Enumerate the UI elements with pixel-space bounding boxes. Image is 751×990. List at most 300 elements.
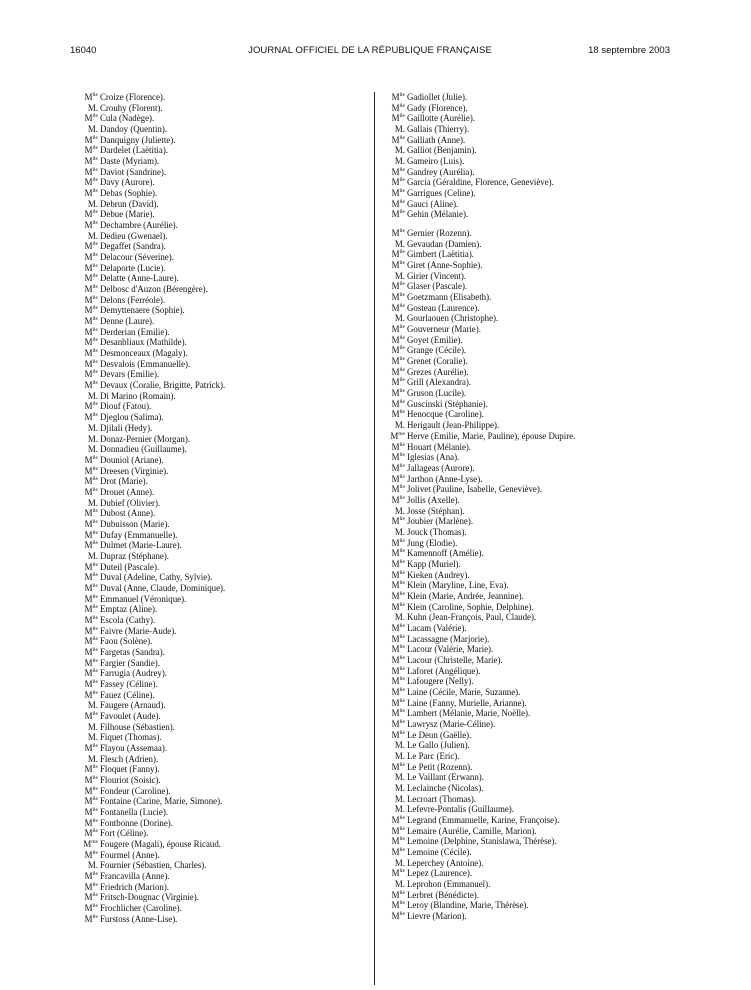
person-name: Djilali (Hedy). (100, 422, 153, 433)
person-name: Jolivet (Pauline, Isabelle, Geneviève). (407, 484, 543, 495)
column-divider (374, 92, 375, 985)
name-entry (383, 367, 683, 378)
name-entry (76, 359, 372, 370)
person-name: Gevaudan (Damien). (407, 238, 482, 249)
name-entry (383, 292, 683, 303)
civility-title: $M^{lle}$ (84, 828, 98, 839)
person-name: Henocque (Caroline). (407, 409, 484, 420)
name-entry (383, 92, 683, 103)
name-entry (383, 335, 683, 346)
civility-title: $M^{lle}$ (391, 473, 405, 484)
civility-title: $M^{lle}$ (391, 601, 405, 612)
civility-title: $M^{lle}$ (391, 825, 405, 836)
name-entry (383, 442, 683, 453)
person-name: Emmanuel (Véronique). (100, 593, 187, 604)
civility-suffix: lle (92, 668, 98, 675)
name-entry (76, 828, 372, 839)
civility-suffix: lle (399, 409, 405, 416)
name-entry (383, 209, 683, 220)
person-name: Le Gallo (Julien). (407, 740, 470, 751)
person-name: Lemoine (Delphine, Stanislawa, Thérèse). (407, 836, 557, 847)
civility-title: $M^{lle}$ (391, 718, 405, 729)
person-name: Dubost (Anne). (100, 508, 156, 519)
person-name: Delons (Ferréole). (100, 294, 166, 305)
person-name: Gimbert (Laëtitia). (407, 249, 475, 260)
name-entry (76, 850, 372, 861)
civility-suffix: lle (92, 348, 98, 355)
civility-title: $M^{lle}$ (84, 657, 98, 668)
civility-suffix: lle (92, 177, 98, 184)
name-entry (383, 249, 683, 260)
name-entry (76, 423, 372, 434)
person-name: Farrugia (Audrey). (100, 668, 168, 679)
name-entry (383, 135, 683, 146)
civility-suffix: lle (399, 249, 405, 256)
person-name: Devaux (Coralie, Brigitte, Patrick). (100, 380, 226, 391)
civility-suffix: lle (92, 326, 98, 333)
civility-suffix: lle (92, 412, 98, 419)
person-name: Douniol (Ariane). (100, 454, 164, 465)
name-entry (76, 401, 372, 412)
right-column-group-bottom (383, 228, 683, 922)
civility-title: $M^{lle}$ (84, 145, 98, 156)
person-name: Gaillotte (Aurélie). (407, 113, 476, 124)
civility-suffix: lle (92, 646, 98, 653)
civility-title: $M^{lle}$ (84, 486, 98, 497)
civility-title: M. (394, 750, 405, 761)
name-entry (383, 804, 683, 815)
civility-suffix: lle (399, 281, 405, 288)
civility-title: $M^{lle}$ (391, 633, 405, 644)
person-name: Demyttenaere (Sophie). (100, 305, 185, 316)
name-entry (383, 676, 683, 687)
person-name: Dechambre (Aurélie). (100, 220, 178, 231)
person-name: Diouf (Fatou). (100, 401, 152, 412)
civility-suffix: lle (399, 761, 405, 768)
person-name: Giret (Anne-Sophie). (407, 260, 483, 271)
name-entry (76, 615, 372, 626)
name-entry (383, 900, 683, 911)
name-entry (76, 658, 372, 669)
name-entry (383, 559, 683, 570)
name-entry (383, 313, 683, 324)
name-entry (383, 324, 683, 335)
name-entry (76, 316, 372, 327)
civility-title: $M^{lle}$ (391, 911, 405, 922)
person-name: Gady (Florence). (407, 102, 468, 113)
name-entry (76, 722, 372, 733)
person-name: Fiquet (Thomas). (100, 732, 162, 743)
civility-title: $M^{lle}$ (84, 401, 98, 412)
civility-suffix: lle (399, 590, 405, 597)
civility-suffix: lle (92, 604, 98, 611)
civility-title: M. (87, 422, 98, 433)
civility-suffix: lle (399, 260, 405, 267)
civility-suffix: lle (92, 689, 98, 696)
person-name: Lacassagne (Marjorie). (407, 633, 490, 644)
civility-title: $M^{lle}$ (84, 775, 98, 785)
civility-title: $M^{lle}$ (391, 665, 405, 676)
civility-title: $M^{lle}$ (84, 508, 98, 519)
civility-suffix: lle (399, 334, 405, 341)
person-name: Duval (Adeline, Cathy, Sylvie). (100, 572, 213, 583)
civility-title: M. (87, 433, 98, 444)
person-name: Degaffet (Sandra). (100, 241, 166, 252)
person-name: Lerbret (Bénédicte). (407, 889, 479, 900)
civility-title: $M^{lle}$ (391, 134, 405, 145)
person-name: Lemaire (Aurélie, Camille, Marion). (407, 825, 537, 836)
name-entry (76, 263, 372, 274)
person-name: Le Petit (Rozenn). (407, 761, 473, 772)
person-name: Dandoy (Quentin). (100, 124, 168, 135)
civility-title: $M^{lle}$ (84, 817, 98, 828)
name-entry (76, 284, 372, 295)
name-entry (383, 484, 683, 495)
person-name: Delbosc d'Auzon (Bérengère). (100, 284, 208, 295)
name-entry (76, 412, 372, 423)
civility-suffix: lle (92, 913, 98, 920)
name-entry (76, 156, 372, 167)
name-entry (76, 199, 372, 210)
civility-suffix: lle (92, 625, 98, 632)
name-entry (383, 836, 683, 847)
civility-title: $M^{lle}$ (391, 366, 405, 377)
civility-title: $M^{lle}$ (84, 668, 98, 679)
civility-title: M. (394, 879, 405, 890)
person-name: Fontaine (Carine, Marie, Simone). (100, 796, 223, 807)
right-name-column (383, 92, 683, 922)
person-name: Grenet (Coralie). (407, 356, 468, 367)
person-name: Lievre (Marion). (407, 911, 467, 922)
civility-title: $M^{lle}$ (391, 494, 405, 505)
civility-title: M. (87, 230, 98, 241)
civility-title: $M^{lle}$ (84, 262, 98, 273)
name-entry (76, 732, 372, 743)
civility-title: $M^{lle}$ (84, 710, 98, 721)
name-entry (383, 356, 683, 367)
person-name: Lecroart (Thomas). (407, 793, 476, 804)
person-name: Dardelet (Laëtitia). (100, 145, 169, 156)
person-name: Jung (Elodie). (407, 537, 458, 548)
civility-title: M. (394, 313, 405, 324)
civility-title: $M^{lle}$ (391, 452, 405, 463)
person-name: Debrun (David). (100, 198, 159, 209)
person-name: Girier (Vincent). (407, 270, 467, 281)
civility-title: $M^{lle}$ (84, 518, 98, 529)
civility-title: $M^{lle}$ (391, 644, 405, 655)
civility-title: M. (87, 390, 98, 401)
name-entry (383, 271, 683, 282)
civility-title: $M^{lle}$ (84, 796, 98, 807)
person-name: Dedieu (Gwenael). (100, 230, 168, 241)
name-entry (383, 281, 683, 292)
civility-title: $M^{lle}$ (84, 913, 98, 924)
person-name: Duteil (Pascale). (100, 561, 160, 572)
civility-suffix: lle (399, 356, 405, 363)
person-name: Fondeur (Caroline). (100, 785, 171, 796)
civility-suffix: lle (399, 228, 405, 235)
civility-suffix: lle (399, 644, 405, 651)
civility-suffix: lle (92, 796, 98, 803)
civility-title: $M^{lle}$ (391, 177, 405, 188)
name-entry (76, 113, 372, 124)
person-name: Lambert (Mélanie, Marie, Noëlle). (407, 708, 531, 719)
person-name: Francavilla (Anne). (100, 871, 170, 882)
civility-suffix: lle (399, 398, 405, 405)
civility-suffix: lle (399, 302, 405, 309)
name-entry (76, 668, 372, 679)
civility-suffix: lle (92, 871, 98, 878)
person-name: Cula (Nadège). (100, 113, 155, 124)
civility-title: $M^{lle}$ (84, 742, 98, 753)
civility-title: $M^{lle}$ (84, 604, 98, 615)
name-entry (76, 167, 372, 178)
civility-title: $M^{lle}$ (391, 836, 405, 847)
name-entry (383, 506, 683, 517)
person-name: Debas (Sophie). (100, 188, 158, 199)
civility-suffix: lle (92, 156, 98, 163)
civility-title: $M^{lle}$ (391, 548, 405, 559)
name-entry (76, 295, 372, 306)
person-name: Lafougere (Nelly). (407, 676, 474, 687)
civility-title: $M^{lle}$ (391, 209, 405, 220)
civility-title: $M^{lle}$ (84, 294, 98, 305)
person-name: Delacour (Séverine). (100, 252, 174, 263)
name-entry (76, 540, 372, 551)
person-name: Desanbliaux (Mathilde). (100, 337, 187, 348)
civility-suffix: lle (399, 719, 405, 725)
name-entry (383, 751, 683, 762)
civility-title: M. (87, 700, 98, 711)
name-entry (383, 420, 683, 431)
civility-suffix: lle (399, 516, 405, 523)
name-entry (383, 879, 683, 890)
civility-title: $M^{lle}$ (391, 398, 405, 409)
name-entry (383, 826, 683, 837)
person-name: Drouet (Anne). (100, 486, 155, 497)
person-name: Goetzmann (Elisabeth). (407, 292, 492, 303)
civility-title: $M^{lle}$ (84, 892, 98, 903)
civility-title: $M^{lle}$ (391, 590, 405, 601)
civility-title: $M^{lle}$ (84, 284, 98, 295)
name-entry (383, 113, 683, 124)
civility-title: $M^{lle}$ (391, 847, 405, 858)
civility-suffix: lle (92, 828, 98, 835)
person-name: Daste (Myriam). (100, 156, 160, 167)
name-entry (383, 890, 683, 901)
person-name: Furstoss (Anne-Lise). (100, 913, 178, 924)
person-name: Friedrich (Marion). (100, 881, 170, 892)
person-name: Kuhn (Jean-François, Paul, Claude). (407, 612, 537, 623)
civility-title: $M^{lle}$ (391, 334, 405, 345)
person-name: Floquet (Fanny). (100, 764, 160, 775)
civility-suffix: lle (399, 580, 405, 587)
civility-title: $M^{lle}$ (391, 569, 405, 580)
person-name: Gourlaouen (Christophe). (407, 313, 499, 324)
right-column-group-top (383, 92, 683, 220)
civility-title: M. (394, 772, 405, 783)
civility-title: $M^{lle}$ (84, 134, 98, 145)
person-name: Houart (Mélanie). (407, 441, 472, 452)
civility-title: $M^{lle}$ (84, 380, 98, 391)
civility-suffix: lle (92, 92, 98, 99)
name-entry (76, 498, 372, 509)
name-entry (383, 474, 683, 485)
civility-title: $M^{lle}$ (391, 654, 405, 665)
name-entry (76, 690, 372, 701)
name-entry (383, 538, 683, 549)
civility-suffix: lle (399, 177, 405, 184)
civility-suffix: lle (92, 380, 98, 387)
name-entry (383, 463, 683, 474)
civility-suffix: lle (399, 388, 405, 395)
civility-title: $M^{lle}$ (391, 409, 405, 420)
civility-suffix: lle (92, 711, 98, 717)
name-entry (76, 679, 372, 690)
person-name: Drot (Marie). (100, 476, 148, 487)
civility-suffix: lle (399, 665, 405, 672)
civility-title: $M^{lle}$ (84, 358, 98, 369)
person-name: Garcia (Géraldine, Florence, Geneviève). (407, 177, 554, 188)
person-name: Le Vaillant (Erwann). (407, 772, 484, 783)
civility-title: M. (87, 721, 98, 732)
civility-title: $M^{lle}$ (391, 302, 405, 313)
name-entry (383, 145, 683, 156)
person-name: Klein (Caroline, Sophie, Delphine). (407, 601, 534, 612)
civility-title: $M^{lle}$ (84, 785, 98, 796)
civility-title: M. (394, 804, 405, 815)
civility-title: $M^{lle}$ (84, 316, 98, 327)
civility-title: $M^{lle}$ (391, 889, 405, 900)
civility-suffix: lle (92, 508, 98, 515)
civility-title: $M^{lle}$ (84, 465, 98, 476)
name-entry (76, 508, 372, 519)
civility-suffix: lle (399, 847, 405, 854)
civility-suffix: lle (92, 454, 98, 461)
civility-suffix: lle (399, 198, 405, 205)
civility-suffix: lle (92, 358, 98, 365)
civility-suffix: lle (92, 188, 98, 195)
name-entry (383, 815, 683, 826)
civility-title: $M^{lle}$ (391, 868, 405, 879)
civility-title: $M^{lle}$ (391, 292, 405, 303)
person-name: Klein (Maryline, Line, Eva). (407, 580, 509, 591)
name-entry (383, 911, 683, 922)
name-entry (76, 519, 372, 530)
civility-suffix: lle (92, 486, 98, 493)
civility-suffix: lle (399, 686, 405, 693)
civility-title: $M^{lle}$ (391, 260, 405, 271)
name-entry (383, 548, 683, 559)
name-entry (76, 327, 372, 338)
civility-title: $M^{lle}$ (84, 807, 98, 818)
name-entry (383, 580, 683, 591)
civility-title: M. (394, 783, 405, 793)
civility-suffix: lle (92, 636, 98, 643)
person-name: Guscinski (Stéphanie). (407, 398, 488, 409)
civility-suffix: lle (399, 868, 405, 875)
name-entry (76, 305, 372, 316)
name-entry (76, 882, 372, 893)
person-name: Croize (Florence). (100, 92, 166, 102)
civility-title: $M^{lle}$ (391, 198, 405, 209)
civility-suffix: lle (92, 262, 98, 269)
person-name: Laine (Fanny, Murielle, Arianne). (407, 697, 527, 708)
name-entry (76, 626, 372, 637)
name-entry (76, 530, 372, 541)
name-entry (383, 772, 683, 783)
person-name: Di Marino (Romain). (100, 390, 176, 401)
civility-title: $M^{lle}$ (391, 388, 405, 399)
civility-title: $M^{lle}$ (84, 188, 98, 199)
person-name: Fassey (Céline). (100, 678, 158, 689)
civility-suffix: lle (92, 476, 98, 483)
civility-title: $M^{lle}$ (84, 881, 98, 892)
person-name: Donaz-Pernier (Morgan). (100, 433, 191, 444)
civility-suffix: lle (92, 775, 98, 782)
person-name: Fauez (Céline). (100, 689, 155, 700)
person-name: Fargetas (Sandra). (100, 646, 165, 657)
civility-suffix: lle (399, 622, 405, 629)
person-name: Fougere (Magali), épouse Ricaud. (100, 839, 222, 850)
name-entry (76, 434, 372, 445)
person-name: Grill (Alexandra). (407, 377, 472, 388)
name-entry (76, 871, 372, 882)
name-entry (383, 177, 683, 188)
name-entry (383, 868, 683, 879)
civility-suffix: lle (399, 729, 405, 736)
name-entry (383, 570, 683, 581)
person-name: Flayou (Assemaa). (100, 742, 168, 753)
civility-title: $M^{lle}$ (391, 462, 405, 473)
person-name: Crouhy (Florent). (100, 102, 163, 113)
civility-title: $M^{lle}$ (391, 377, 405, 388)
journal-title: JOURNAL OFFICIEL DE LA RÉPUBLIQUE FRANÇAISE (248, 45, 492, 56)
civility-title: $M^{lle}$ (84, 252, 98, 263)
name-entry (76, 594, 372, 605)
person-name: Fort (Céline). (100, 828, 149, 839)
left-name-column (76, 92, 372, 924)
person-name: Danquigny (Juliette). (100, 134, 176, 145)
person-name: Donnadieu (Guillaume). (100, 444, 187, 455)
person-name: Galliath (Anne). (407, 134, 466, 145)
civility-suffix: lle (399, 708, 405, 715)
civility-title: $M^{lle}$ (84, 209, 98, 220)
civility-title: $M^{lle}$ (84, 241, 98, 252)
name-entry (76, 466, 372, 477)
name-entry (383, 623, 683, 634)
name-entry (76, 818, 372, 829)
name-entry (383, 156, 683, 167)
civility-title: M. (394, 420, 405, 431)
person-name: Kapp (Muriel). (407, 558, 461, 569)
person-name: Galliot (Benjamin). (407, 145, 477, 156)
name-entry (76, 103, 372, 114)
civility-suffix: lle (399, 441, 405, 448)
person-name: Dupraz (Stéphane). (100, 550, 169, 561)
civility-title: $M^{lle}$ (391, 676, 405, 687)
person-name: Laine (Cécile, Marie, Suzanne). (407, 686, 521, 697)
name-entry (76, 487, 372, 498)
civility-suffix: lle (399, 209, 405, 216)
civility-title: $M^{lle}$ (84, 614, 98, 625)
person-name: Gauci (Aline). (407, 198, 459, 209)
person-name: Derderian (Emilie). (100, 326, 170, 337)
name-entry (76, 892, 372, 903)
civility-suffix: lle (92, 540, 98, 547)
civility-suffix: lle (92, 401, 98, 408)
name-entry (383, 591, 683, 602)
